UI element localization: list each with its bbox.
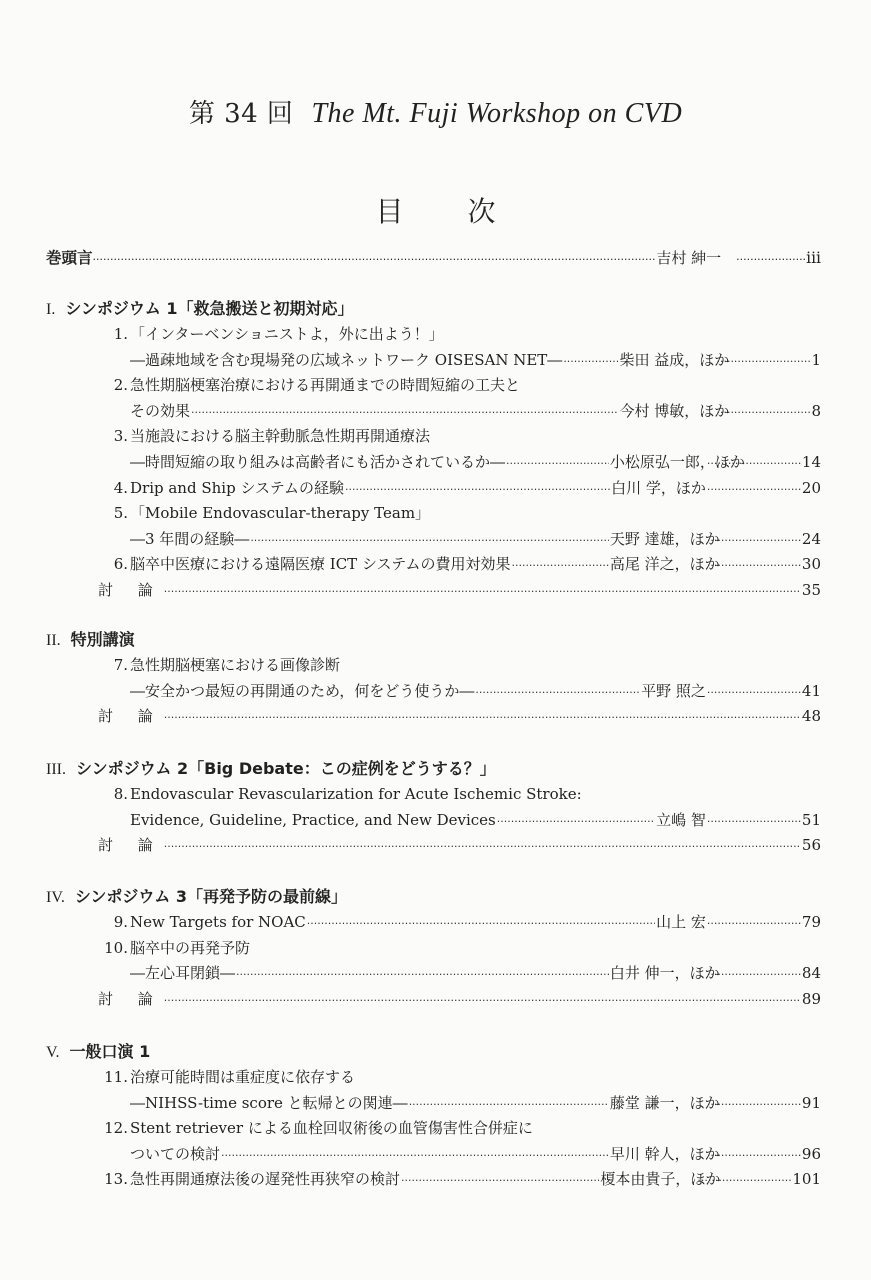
entry-page: 20 <box>801 478 821 497</box>
entry-title: Endovascular Revascularization for Acute Ischemic Stroke: <box>130 785 582 803</box>
toc-entry <box>96 911 821 933</box>
toc-entry <box>96 962 821 984</box>
entry-page: 84 <box>801 964 821 983</box>
entry-title: その効果 <box>130 401 191 420</box>
leader-dots <box>164 705 801 727</box>
section-title: 一般口演 1 <box>69 1042 151 1061</box>
leader-dots <box>716 400 810 422</box>
foreword-page: iii <box>806 249 821 267</box>
toc-title: 目次 <box>375 195 560 228</box>
discussion-label: 討 論 <box>98 989 163 1008</box>
entry-author: 藤堂 謙一，ほか <box>609 1093 720 1112</box>
leader-dots <box>563 349 618 371</box>
entry-number: 10. <box>104 938 128 957</box>
toc-entry-line <box>96 323 821 345</box>
leader-dots <box>409 1092 609 1114</box>
entry-page: 14 <box>801 453 821 471</box>
leader-dots <box>191 400 618 422</box>
section-heading <box>46 757 496 781</box>
leader-dots <box>707 528 801 550</box>
leader-dots <box>707 1143 801 1165</box>
section-title: 特別講演 <box>70 630 135 649</box>
entry-author: 小松原弘一郎，ほか <box>609 453 745 471</box>
workshop-title: The Mt. Fuji Workshop on CVD <box>311 98 683 129</box>
toc-entry <box>96 1092 821 1114</box>
foreword-entry <box>46 247 821 269</box>
entry-title: ついての検討 <box>130 1144 221 1163</box>
leader-dots <box>250 528 609 550</box>
toc-entry-line <box>96 937 821 959</box>
toc-entry <box>96 528 821 550</box>
leader-dots <box>707 553 801 575</box>
entry-page: 41 <box>801 681 821 700</box>
section-title: シンポジウム 2「Big Debate：この症例をどうする？」 <box>75 759 496 778</box>
entry-number: 3. <box>113 427 128 446</box>
discussion-label: 討 論 <box>98 581 163 599</box>
workshop-number: 第 34 回 <box>188 99 294 129</box>
entry-page: 101 <box>792 1170 821 1189</box>
discussion-page: 48 <box>801 707 821 726</box>
entry-title: 「インターベンショニストよ，外に出よう！」 <box>130 325 444 343</box>
entry-title: ―3 年間の経験― <box>130 529 250 548</box>
leader-dots <box>707 451 801 473</box>
toc-entry <box>96 349 821 371</box>
entry-number: 7. <box>113 656 128 674</box>
leader-dots <box>716 349 810 371</box>
leader-dots <box>164 834 801 856</box>
toc-entry-line <box>96 502 821 524</box>
leader-dots <box>707 680 801 702</box>
entry-author: 今村 博敏，ほか <box>619 401 730 420</box>
entry-author: 白井 伸一，ほか <box>609 964 720 983</box>
entry-number: 1. <box>113 325 128 343</box>
entry-number: 5. <box>113 504 128 523</box>
entry-page: 8 <box>811 401 821 420</box>
entry-author: 早川 幹人，ほか <box>609 1144 720 1163</box>
section-heading <box>46 628 135 652</box>
leader-dots <box>707 477 801 499</box>
entry-title: 脳卒中医療における遠隔医療 ICT システムの費用対効果 <box>130 555 511 574</box>
entry-title: 治療可能時間は重症度に依存する <box>130 1068 356 1086</box>
toc-entry-line <box>96 654 821 676</box>
toc-entry-line <box>96 1117 821 1139</box>
entry-title: ―過疎地域を含む現場発の広域ネットワーク OISESAN NET― <box>130 350 563 369</box>
entry-title: 急性再開通療法後の遅発性再狭窄の検討 <box>130 1170 401 1189</box>
section-number: V. <box>46 1044 60 1061</box>
leader-dots <box>707 1092 801 1114</box>
entry-title: 脳卒中の再発予防 <box>130 938 251 957</box>
entry-title: ―左心耳閉鎖― <box>130 964 236 983</box>
entry-title: Stent retriever による血栓回収術後の血管傷害性合併症に <box>130 1119 533 1138</box>
section-title: シンポジウム 1「救急搬送と初期対応」 <box>65 299 354 318</box>
toc-entry-line <box>96 425 821 447</box>
section-heading <box>46 885 347 909</box>
leader-dots <box>736 247 806 269</box>
toc-entry <box>96 680 821 702</box>
entry-author: 立嶋 智 <box>656 810 706 829</box>
leader-dots <box>511 553 608 575</box>
entry-author: 平野 照之 <box>641 681 706 700</box>
entry-page: 91 <box>801 1093 821 1112</box>
section-number: II. <box>46 632 61 649</box>
section-number: III. <box>46 761 66 778</box>
leader-dots <box>221 1143 609 1165</box>
toc-entry <box>96 553 821 575</box>
entry-page: 96 <box>801 1144 821 1163</box>
discussion-entry <box>98 834 821 856</box>
leader-dots <box>707 962 801 984</box>
entry-page: 51 <box>801 810 821 829</box>
entry-page: 79 <box>801 913 821 931</box>
discussion-entry <box>98 988 821 1010</box>
entry-author: 柴田 益成，ほか <box>619 350 730 369</box>
leader-dots <box>497 809 655 831</box>
toc-entry-line <box>96 1066 821 1088</box>
entry-title: 「Mobile Endovascular-therapy Team」 <box>130 504 431 523</box>
section-title: シンポジウム 3「再発予防の最前線」 <box>74 887 347 906</box>
leader-dots <box>93 247 657 269</box>
entry-title: ―時間短縮の取り組みは高齢者にも活かされているか― <box>130 453 506 471</box>
toc-entry <box>96 809 821 831</box>
entry-number: 2. <box>113 376 128 395</box>
entry-title: 当施設における脳主幹動脈急性期再開通療法 <box>130 427 431 446</box>
entry-number: 6. <box>113 555 128 574</box>
leader-dots <box>506 451 609 473</box>
page-header <box>0 93 871 130</box>
entry-title: Evidence, Guideline, Practice, and New Devices <box>130 810 496 829</box>
leader-dots <box>401 1168 599 1190</box>
section-number: IV. <box>46 889 65 906</box>
toc-entry-line <box>96 374 821 396</box>
toc-entry <box>96 400 821 422</box>
entry-number: 13. <box>104 1170 128 1189</box>
leader-dots <box>236 962 609 984</box>
entry-number: 4. <box>113 478 128 497</box>
entry-title: 急性期脳梗塞治療における再開通までの時間短縮の工夫と <box>130 376 521 395</box>
section-heading <box>46 297 353 321</box>
discussion-page: 89 <box>801 989 821 1008</box>
toc-entry <box>96 451 821 473</box>
leader-dots <box>307 911 655 933</box>
entry-number: 11. <box>104 1068 128 1086</box>
leader-dots <box>697 1168 791 1190</box>
leader-dots <box>164 579 801 601</box>
discussion-label: 討 論 <box>98 707 163 726</box>
entry-page: 24 <box>801 529 821 548</box>
entry-number: 9. <box>113 913 128 931</box>
leader-dots <box>345 477 610 499</box>
entry-author: 白川 学，ほか <box>611 478 706 497</box>
entry-page: 1 <box>811 350 821 369</box>
discussion-entry <box>98 705 821 727</box>
entry-title: Drip and Ship システムの経験 <box>130 478 344 497</box>
leader-dots <box>707 809 801 831</box>
leader-dots <box>475 680 640 702</box>
foreword-label: 巻頭言 <box>46 249 93 267</box>
discussion-page: 56 <box>801 836 821 855</box>
entry-title: ―安全かつ最短の再開通のため，何をどう使うか― <box>130 681 475 700</box>
toc-entry <box>96 1143 821 1165</box>
entry-author: 高尾 洋之，ほか <box>609 555 720 574</box>
discussion-page: 35 <box>801 581 821 599</box>
toc-entry <box>96 477 821 499</box>
entry-author: 山上 宏 <box>656 913 706 931</box>
entry-author: 天野 達雄，ほか <box>609 529 720 548</box>
toc-entry-line <box>96 783 821 805</box>
entry-title: New Targets for NOAC <box>130 913 306 931</box>
toc-entry <box>96 1168 821 1190</box>
entry-title: ―NIHSS-time score と転帰との関連― <box>130 1093 408 1112</box>
discussion-entry <box>98 579 821 601</box>
entry-author: 榎本由貴子，ほか <box>600 1170 721 1189</box>
entry-page: 30 <box>801 555 821 574</box>
entry-title: 急性期脳梗塞における画像診断 <box>130 656 341 674</box>
section-heading <box>46 1040 150 1064</box>
foreword-author: 吉村 紳一 <box>656 249 722 267</box>
discussion-label: 討 論 <box>98 836 163 855</box>
leader-dots <box>707 911 801 933</box>
entry-number: 12. <box>104 1119 128 1138</box>
leader-dots <box>164 988 801 1010</box>
section-number: I. <box>46 301 56 318</box>
entry-number: 8. <box>113 785 128 803</box>
